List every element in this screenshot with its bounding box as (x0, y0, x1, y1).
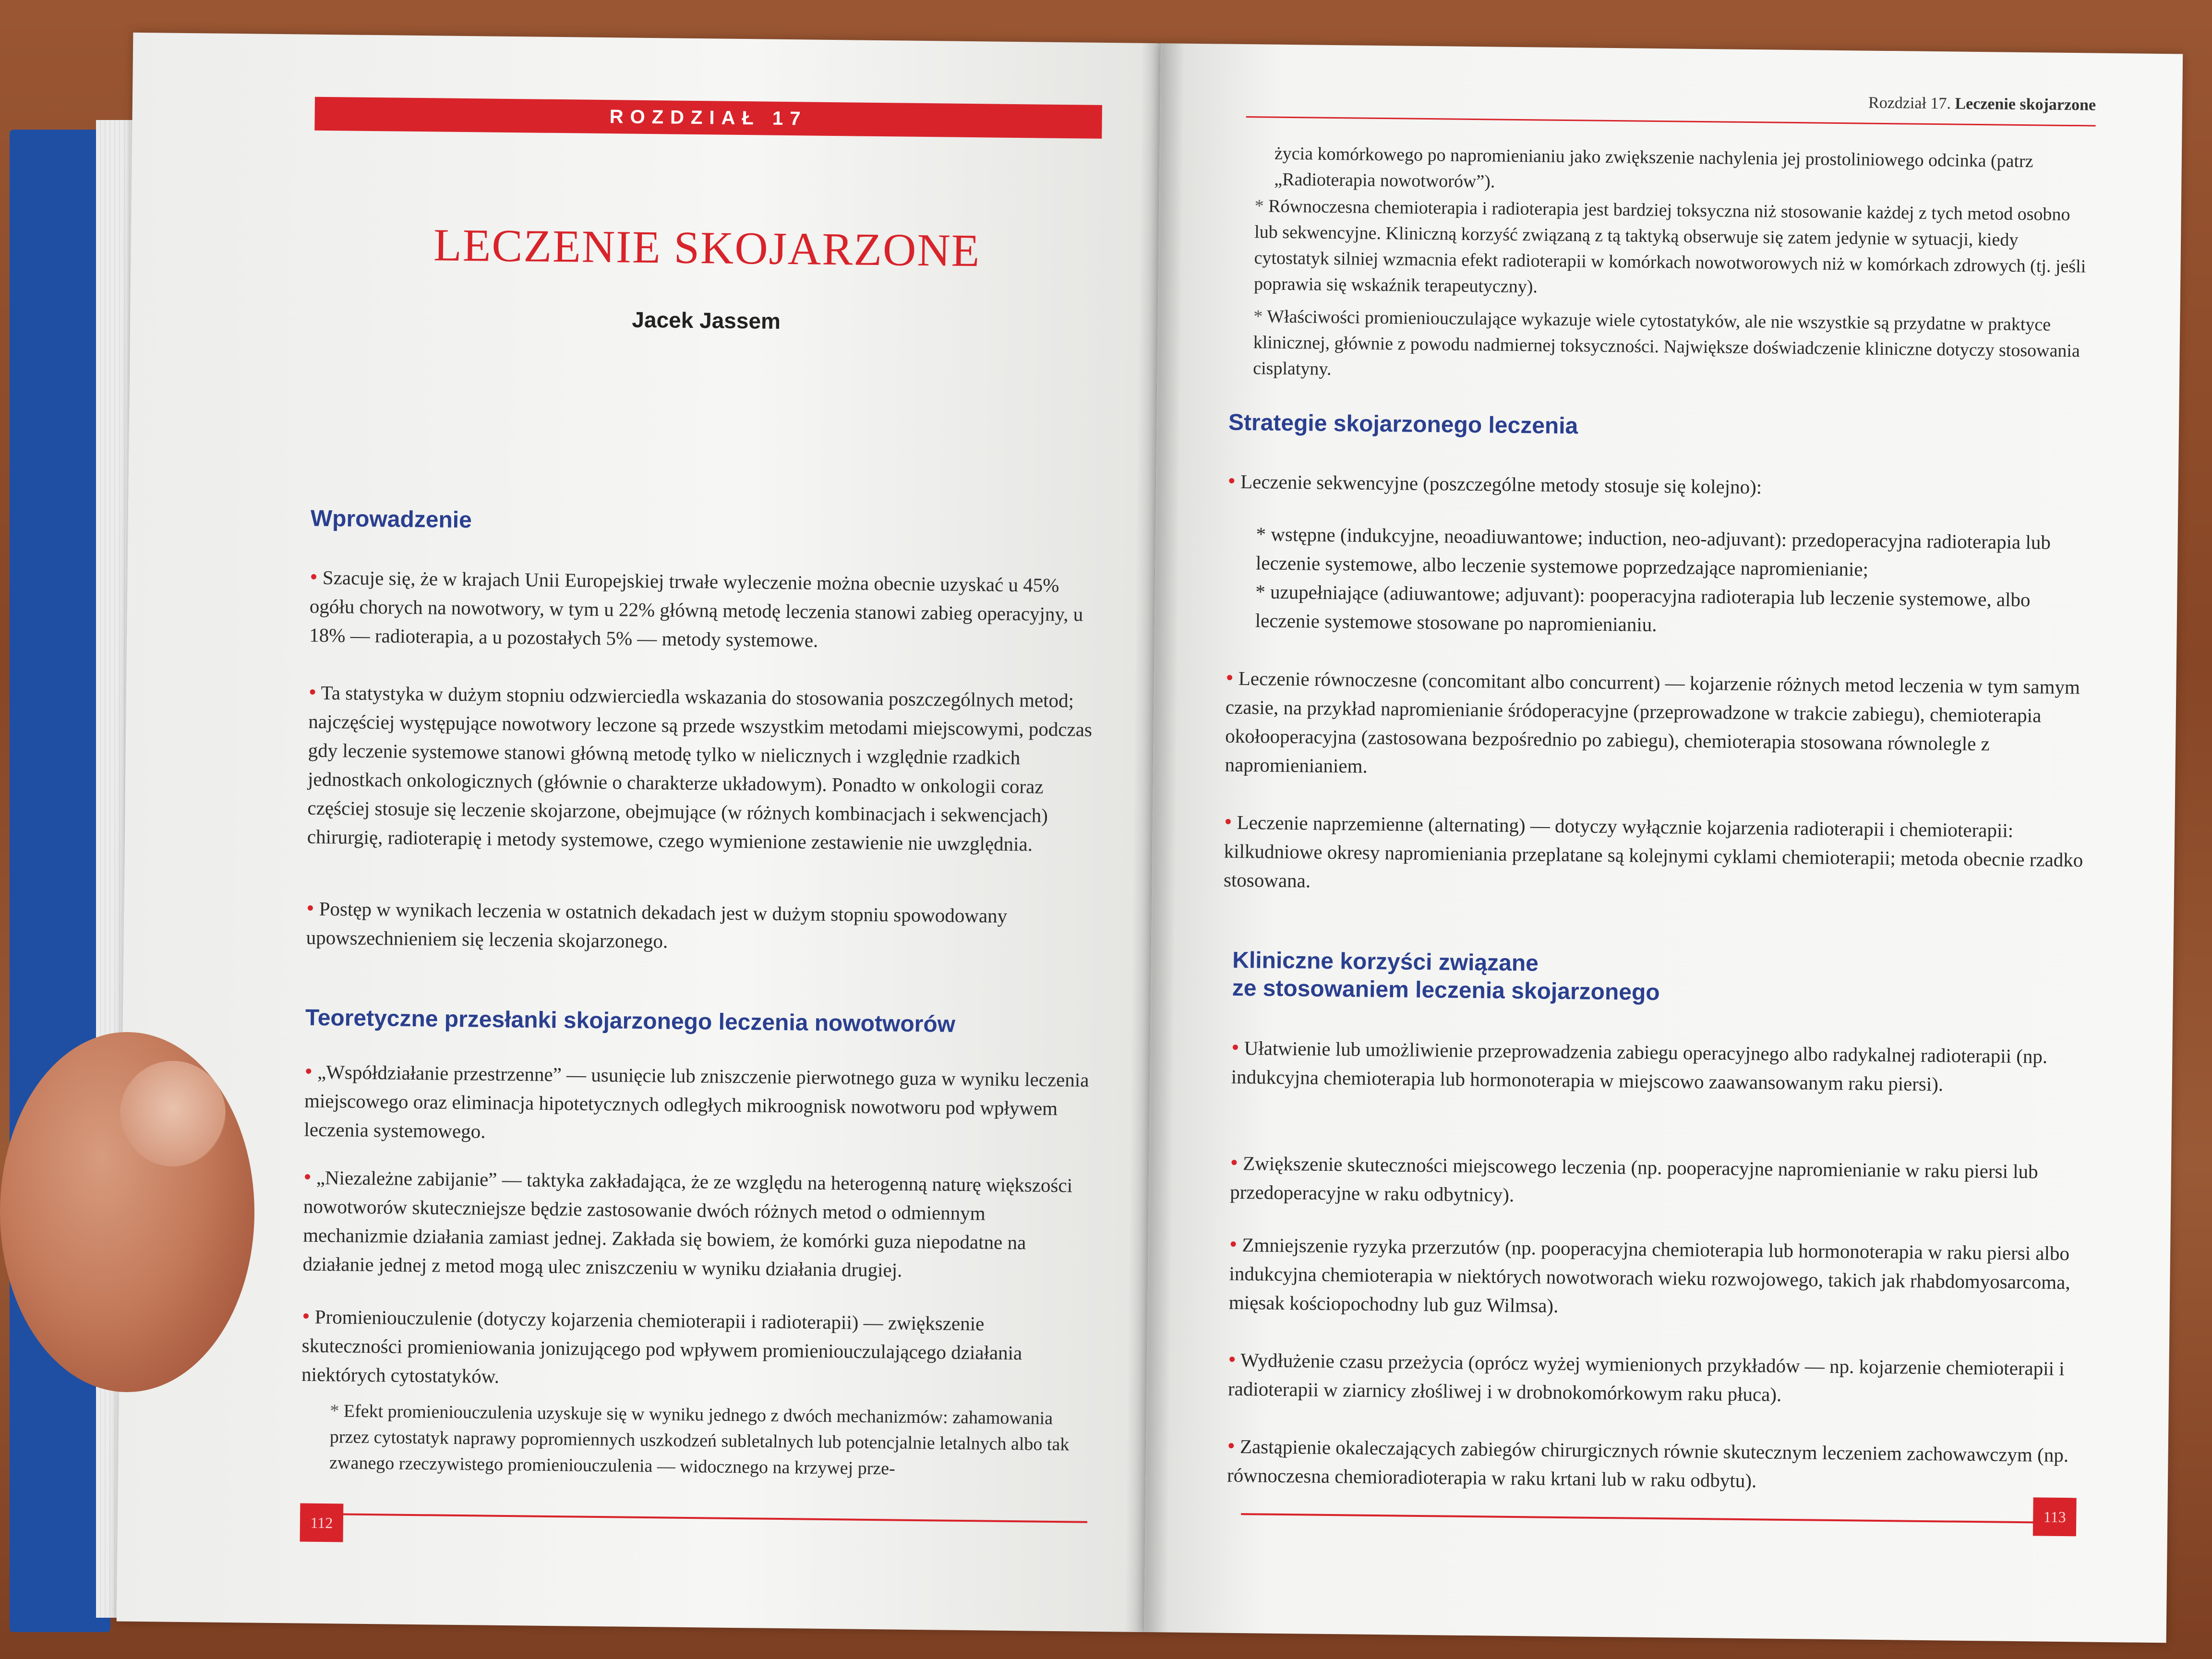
bullet-icon: • (308, 679, 317, 704)
section-heading-intro: Wprowadzenie (310, 505, 472, 533)
bullet-icon: • (1227, 468, 1236, 493)
bullet-icon: • (1226, 665, 1234, 690)
page-number-left: 112 (300, 1503, 344, 1542)
chapter-banner: ROZDZIAŁ 17 (314, 97, 1102, 139)
asterisk-bullet-icon: * (1256, 523, 1271, 545)
running-head: Rozdział 17. Leczenie skojarzone (1868, 94, 2096, 114)
header-rule (1246, 116, 2096, 127)
asterisk-bullet-icon: * (1255, 580, 1271, 603)
asterisk-bullet-icon: * (330, 1401, 344, 1421)
bullet-icon: • (1227, 1433, 1236, 1458)
asterisk-bullet-icon: * (1254, 196, 1269, 216)
right-page (1144, 43, 2183, 1643)
benefits-paragraph-1: • Ułatwienie lub umożliwienie przeprowadzenia zabiegu operacyjnego albo radykalnej radioterapii (np. indukcyjna chemioterapia lub hormonoterapia w miejscowo zaawansowanym raku piersi). (1231, 1034, 2048, 1095)
bullet-icon: • (304, 1058, 313, 1083)
strategies-subitem-1: * wstępne (indukcyjne, neoadiuwantowe; induction, neo-adjuvant): przedoperacyjna radioterapia lub leczenie systemowe, albo leczenie systemowe poprzedzające napromienianie; (1255, 523, 2051, 580)
footer-rule (300, 1513, 1087, 1523)
bullet-icon: • (310, 564, 318, 589)
bullet-icon: • (1224, 809, 1232, 834)
section-heading-premises: Teoretyczne przesłanki skojarzonego leczenia nowotworów (305, 1005, 956, 1037)
asterisk-bullet-icon: * (1253, 306, 1267, 327)
premises-paragraph-3: • Promieniouczulenie (dotyczy kojarzenia chemioterapii i radioterapii) — zwiększenie skuteczności promieniowania jonizującego pod wpływem promieniouczulającego działania niektórych cytostatyków. (301, 1303, 1022, 1387)
section-heading-benefits: Kliniczne korzyści związane ze stosowaniem leczenia skojarzonego (1232, 947, 1660, 1006)
bullet-icon: • (1230, 1150, 1238, 1175)
benefits-paragraph-3: • Zmniejszenie ryzyka przerzutów (np. pooperacyjna chemioterapia lub hormonoterapia w raku piersi albo indukcyjna chemioterapia w niektórych nowotworach wieku rozwojowego, takich jak rhabdomyosarcoma, mięsak kościopochodny lub guz Wilmsa). (1228, 1231, 2070, 1317)
open-book (117, 33, 2183, 1643)
chapter-title: LECZENIE SKOJARZONE (433, 219, 981, 276)
section-heading-strategies: Strategie skojarzonego leczenia (1228, 409, 1578, 439)
premises-subitem: * Efekt promieniouczulenia uzyskuje się w wyniku jednego z dwóch mechanizmów: zahamowania przez cytostatyk naprawy popromiennych uszkodzeń subletalnych lub potencjalnie letalnych albo tak zwanego rzeczywistego promieniouczulenia — widocznego na krzywej prze- (329, 1401, 1070, 1479)
intro-paragraph-2: • Ta statystyka w dużym stopniu odzwierciedla wskazania do stosowania poszczególnych metod; najczęściej występujące nowotwory leczone są przede wszystkim metodami miejscowymi, podczas gdy leczenie systemowe stanowi główną metodę tylko w nielicznych i względnie rzadkich jednostkach onkologicznych (głównie o charakterze układowym). Ponadto w onkologii coraz częściej stosuje się leczenie skojarzone, obejmujące (w różnych kombinacjach i sekwencjach) chirurgię, radioterapię i metody systemowe, czego wymienione zestawienie nie uwzględnia. (307, 679, 1093, 855)
bullet-icon: • (306, 895, 314, 920)
chapter-author: Jacek Jassem (632, 307, 781, 334)
intro-paragraph-1: • Szacuje się, że w krajach Unii Europejskiej trwałe wyleczenie można obecnie uzyskać u 45% ogółu chorych na nowotwory, w tym u 22% główną metodę leczenia stanowi zabieg operacyjny, u 18% — radioterapia, a u pozostałych 5% — metody systemowe. (309, 564, 1083, 651)
bullet-icon: • (1231, 1034, 1239, 1059)
bullet-icon: • (302, 1303, 310, 1328)
strategies-paragraph-alternating: • Leczenie naprzemienne (alternating) — dotyczy wyłącznie kojarzenia radioterapii i chemioterapii: kilkudniowe okresy napromieniania przeplatane są kolejnymi cyklami chemioterapii; metoda obecnie rzadko stosowana. (1223, 809, 2083, 892)
book-cover-spine (10, 130, 110, 1632)
thumbnail-highlight (120, 1061, 226, 1166)
bullet-icon: • (1228, 1346, 1237, 1371)
benefits-paragraph-4: • Wydłużenie czasu przeżycia (oprócz wyżej wymienionych przykładów — np. kojarzenie chemioterapii i radioterapii w ziarnicy złośliwej i w drobnokomórkowym raku płuca). (1227, 1346, 2065, 1406)
bullet-icon: • (1229, 1231, 1238, 1256)
benefits-paragraph-2: • Zwiększenie skuteczności miejscowego leczenia (np. pooperacyjne napromienianie w raku piersi lub przedoperacyjne w raku odbytnicy). (1230, 1150, 2038, 1206)
footer-rule (1241, 1513, 2038, 1523)
strategies-paragraph-concurrent: • Leczenie równoczesne (concomitant albo concurrent) — kojarzenie różnych metod leczenia w tym samym czasie, na przykład napromienianie śródoperacyjne (przeprowadzone w trakcie zabiegu), chemioterapia okołooperacyjna (zastosowana bezpośrednio po zabiegu), chemioterapia stosowana równolegle z napromienianiem. (1225, 665, 2080, 777)
left-page (117, 33, 1161, 1632)
strategies-subitem-2: * uzupełniające (adiuwantowe; adjuvant): pooperacyjna radioterapia lub leczenie systemowe, albo leczenie systemowe stosowane po napromienianiu. (1255, 580, 2031, 636)
continued-text: życia komórkowego po napromienianiu jako zwiększenie nachylenia jej prostoliniowego odcinka (patrz „Radioterapia nowotworów”). (1274, 143, 2033, 192)
intro-paragraph-3: • Postęp w wynikach leczenia w ostatnich dekadach jest w dużym stopniu spowodowany upowszechnieniem się leczenia skojarzonego. (306, 895, 1008, 952)
top-bullet-2: * Właściwości promieniouczulające wykazuje wiele cytostatyków, ale nie wszystkie są przydatne w praktyce klinicznej, głównie z powodu nadmiernej toksyczności. Największe doświadczenie kliniczne dotyczy stosowania cisplatyny. (1253, 306, 2080, 379)
bullet-icon: • (303, 1164, 312, 1189)
benefits-paragraph-5: • Zastąpienie okaleczających zabiegów chirurgicznych równie skutecznym leczeniem zachowawczym (np. równoczesna chemioradioterapia w raku krtani lub w raku odbytu). (1226, 1433, 2069, 1492)
premises-paragraph-1: • „Współdziałanie przestrzenne” — usunięcie lub zniszczenie pierwotnego guza w wyniku leczenia miejscowego oraz eliminacja hipotetycznych odległych mikroognisk nowotworu pod wpływem leczenia systemowego. (304, 1058, 1089, 1142)
page-number-right: 113 (2033, 1497, 2077, 1536)
premises-paragraph-2: • „Niezależne zabijanie” — taktyka zakładająca, że ze względu na heterogenną naturę większości nowotworów skuteczniejsze będzie zastosowanie dwóch różnych metod o odmiennym mechanizmie działania zamiast jednej. Zakłada się bowiem, że komórki guza niepodatne na działanie jednej z metod mogą ulec zniszczeniu w wyniku działania drugiej. (302, 1164, 1073, 1281)
top-bullet-1: * Równoczesna chemioterapia i radioterapia jest bardziej toksyczna niż stosowanie każdej z tych metod osobno lub sekwencyjne. Kliniczną korzyść związaną z tą taktyką obserwuje się zatem jedynie w sytuacji, kiedy cytostatyk silniej wzmacnia efekt radioterapii w komórkach nowotworowych niż w komórkach zdrowych (tj. jeśli poprawia się wskaźnik terapeutyczny). (1253, 196, 2086, 297)
strategies-intro: • Leczenie sekwencyjne (poszczególne metody stosuje się kolejno): (1227, 468, 1762, 498)
